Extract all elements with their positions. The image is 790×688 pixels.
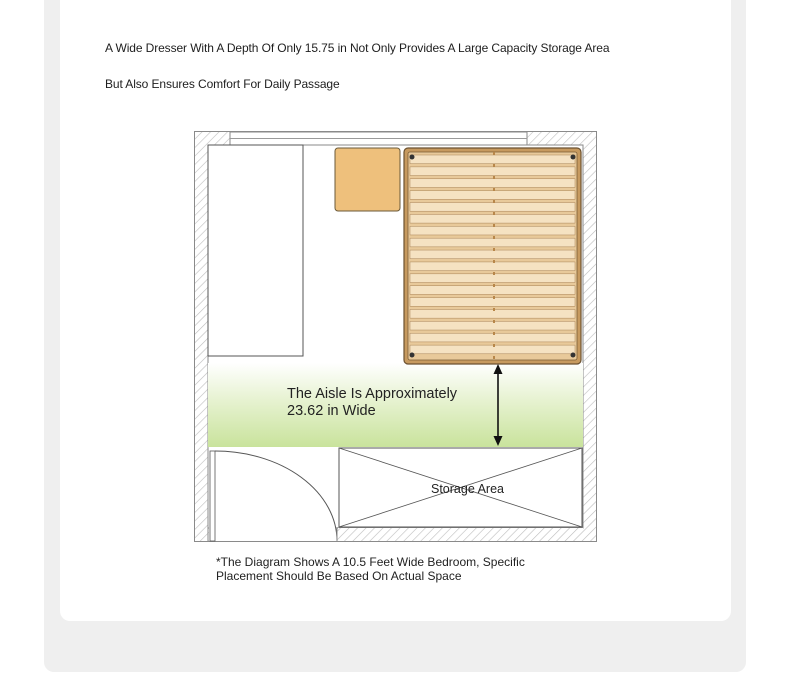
intro-line-1: A Wide Dresser With A Depth Of Only 15.75 in Not Only Provides A Large Capacity Storage Area [105, 41, 610, 55]
footnote-line-1: *The Diagram Shows A 10.5 Feet Wide Bedroom, Specific [216, 555, 525, 569]
bed-slat [410, 345, 575, 354]
left-cabinet [208, 145, 303, 356]
bed-slat [410, 286, 575, 295]
bed-slat [410, 309, 575, 318]
storage-area-label: Storage Area [431, 482, 504, 496]
bed-slat [410, 238, 575, 247]
bed-slat [410, 167, 575, 176]
aisle-label-line-2: 23.62 in Wide [287, 403, 376, 419]
aisle-label-line-1: The Aisle Is Approximately [287, 386, 458, 402]
bed-slat [410, 203, 575, 212]
door [208, 449, 337, 541]
bed-slat [410, 333, 575, 342]
bed-slat [410, 250, 575, 259]
bed-slat [410, 155, 575, 164]
bed-slat [410, 226, 575, 235]
floor-plan-diagram [194, 131, 597, 542]
bed-slat [410, 179, 575, 188]
bed-slats [410, 155, 575, 354]
footnote [216, 556, 525, 583]
bed-slat [410, 321, 575, 330]
footnote-line-2: Placement Should Be Based On Actual Space [216, 568, 462, 583]
bed-slat [410, 191, 575, 200]
bed-slat [410, 214, 575, 223]
floor-plan-svg [194, 131, 597, 542]
aisle-width-label [287, 386, 457, 420]
bed-slat [410, 298, 575, 307]
bed-slat [410, 274, 575, 283]
bed-slat [410, 262, 575, 271]
nightstand [335, 148, 400, 211]
bed [404, 148, 581, 364]
intro-line-2: But Also Ensures Comfort For Daily Passage [105, 77, 340, 91]
